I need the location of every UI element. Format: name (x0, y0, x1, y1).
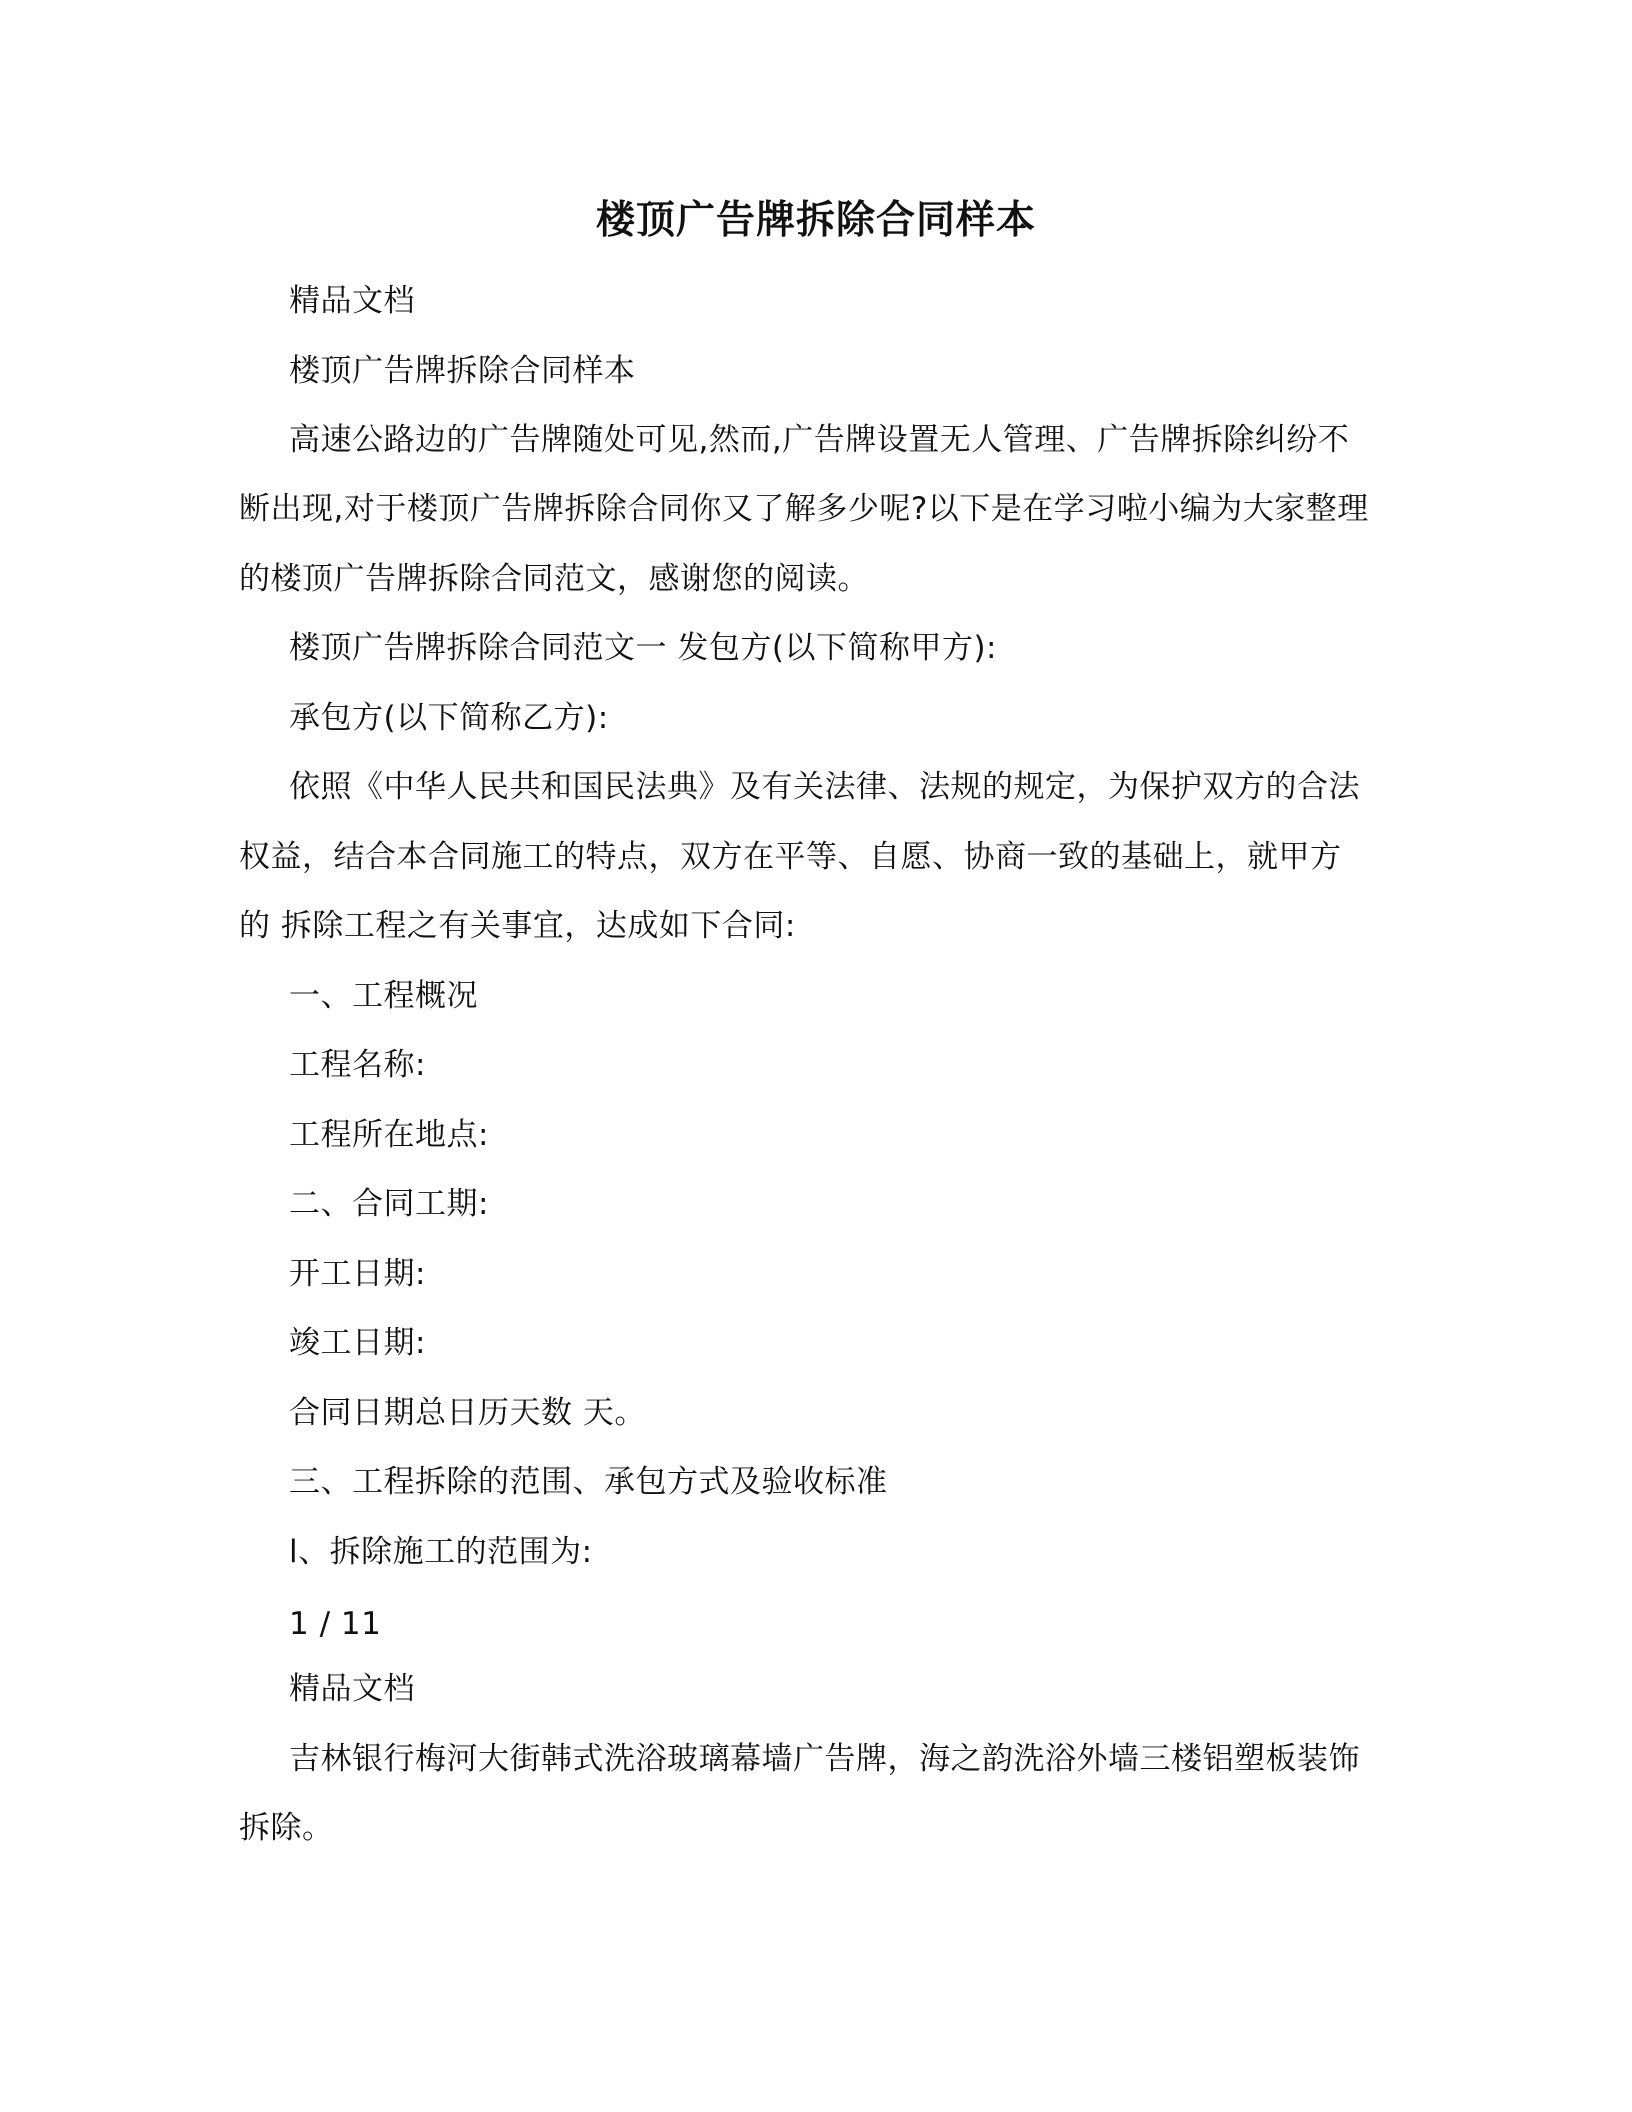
scope-line: l、拆除施工的范围为: (289, 1534, 593, 1570)
scope-detail-line-2: 拆除。 (239, 1810, 334, 1846)
intro-paragraph-line-1: 高速公路边的广告牌随处可见,然而,广告牌设置无人管理、广告牌拆除纠纷不 (289, 422, 1350, 458)
header-label-2: 精品文档 (289, 1671, 415, 1707)
start-date-line: 开工日期: (289, 1256, 426, 1292)
section-3-heading: 三、工程拆除的范围、承包方式及验收标准 (289, 1464, 888, 1500)
party-b-line: 承包方(以下简称乙方): (289, 700, 609, 736)
section-1-heading: 一、工程概况 (289, 978, 478, 1014)
document-title: 楼顶广告牌拆除合同样本 (595, 198, 1036, 243)
project-location-line: 工程所在地点: (289, 1117, 489, 1153)
basis-paragraph-line-3: 的 拆除工程之有关事宜，达成如下合同: (239, 908, 796, 944)
intro-paragraph-line-3: 的楼顶广告牌拆除合同范文，感谢您的阅读。 (239, 561, 869, 597)
project-name-line: 工程名称: (289, 1047, 426, 1083)
subtitle-line: 楼顶广告牌拆除合同样本 (289, 353, 636, 389)
header-label: 精品文档 (289, 283, 415, 319)
basis-paragraph-line-2: 权益，结合本合同施工的特点，双方在平等、自愿、协商一致的基础上，就甲方 (239, 839, 1342, 875)
party-a-line: 楼顶广告牌拆除合同范文一 发包方(以下简称甲方): (289, 630, 997, 666)
basis-paragraph-line-1: 依照《中华人民共和国民法典》及有关法律、法规的规定，为保护双方的合法 (289, 769, 1360, 805)
scope-detail-line-1: 吉林银行梅河大街韩式洗浴玻璃幕墙广告牌，海之韵洗浴外墙三楼铝塑板装饰 (289, 1741, 1360, 1777)
intro-paragraph-line-2: 断出现,对于楼顶广告牌拆除合同你又了解多少呢?以下是在学习啦小编为大家整理 (239, 491, 1369, 527)
completion-date-line: 竣工日期: (289, 1325, 426, 1361)
total-days-line: 合同日期总日历天数 天。 (289, 1395, 646, 1431)
section-2-heading: 二、合同工期: (289, 1186, 489, 1222)
page-number: 1 / 11 (289, 1606, 382, 1642)
